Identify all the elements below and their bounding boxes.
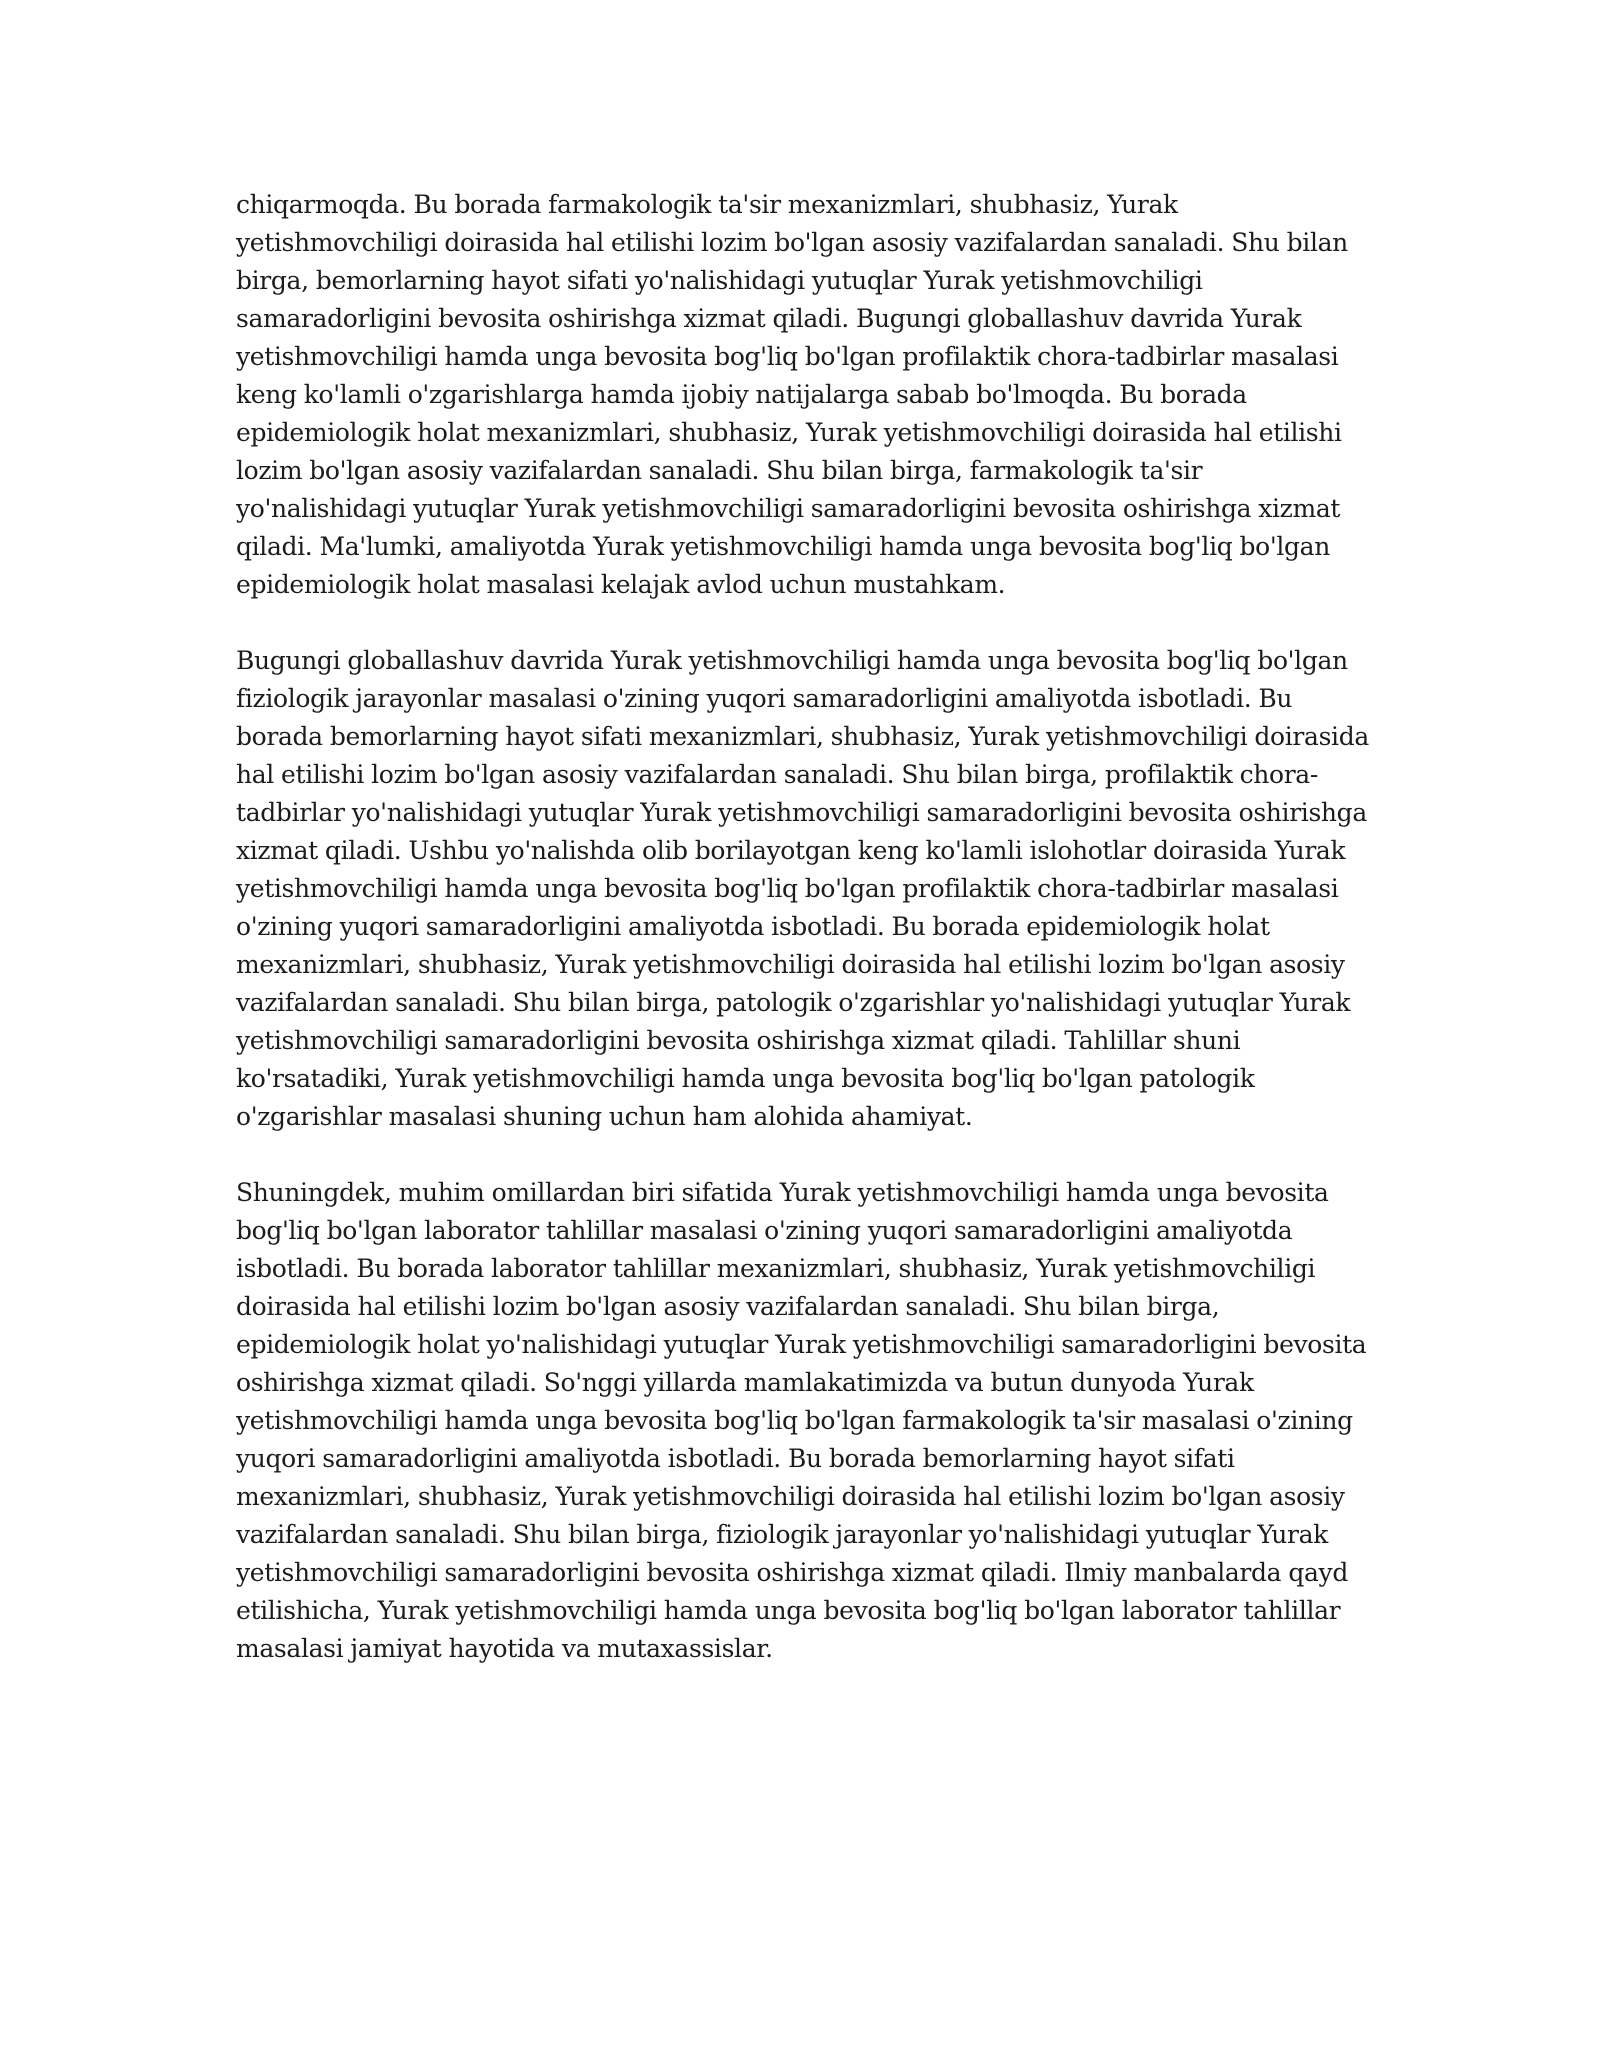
- paragraph-2: Bugungi globallashuv davrida Yurak yetishmovchiligi hamda unga bevosita bog'liq bo'lgan fiziologik jarayonlar masalasi o'zining yuqori samaradorligini amaliyotda isbotladi. Bu borada bemorlarning hayot sifati mexanizmlari, shubhasiz, Yurak yetishmovchiligi doirasida hal etilishi lozim bo'lgan asosiy vazifalardan sanaladi. Shu bilan birga, profilaktik chora-tadbirlar yo'nalishidagi yutuqlar Yurak yetishmovchiligi samaradorligini bevosita oshirishga xizmat qiladi. Ushbu yo'nalishda olib borilayotgan keng ko'lamli islohotlar doirasida Yurak yetishmovchiligi hamda unga bevosita bog'liq bo'lgan profilaktik chora-tadbirlar masalasi o'zining yuqori samaradorligini amaliyotda isbotladi. Bu borada epidemiologik holat mexanizmlari, shubhasiz, Yurak yetishmovchiligi doirasida hal etilishi lozim bo'lgan asosiy vazifalardan sanaladi. Shu bilan birga, patologik o'zgarishlar yo'nalishidagi yutuqlar Yurak yetishmovchiligi samaradorligini bevosita oshirishga xizmat qiladi. Tahlillar shuni ko'rsatadiki, Yurak yetishmovchiligi hamda unga bevosita bog'liq bo'lgan patologik o'zgarishlar masalasi shuning uchun ham alohida ahamiyat.: [236, 646, 1369, 1131]
- paragraph-3: Shuningdek, muhim omillardan biri sifatida Yurak yetishmovchiligi hamda unga bevosita bog'liq bo'lgan laborator tahlillar masalasi o'zining yuqori samaradorligini amaliyotda isbotladi. Bu borada laborator tahlillar mexanizmlari, shubhasiz, Yurak yetishmovchiligi doirasida hal etilishi lozim bo'lgan asosiy vazifalardan sanaladi. Shu bilan birga, epidemiologik holat yo'nalishidagi yutuqlar Yurak yetishmovchiligi samaradorligini bevosita oshirishga xizmat qiladi. So'nggi yillarda mamlakatimizda va butun dunyoda Yurak yetishmovchiligi hamda unga bevosita bog'liq bo'lgan farmakologik ta'sir masalasi o'zining yuqori samaradorligini amaliyotda isbotladi. Bu borada bemorlarning hayot sifati mexanizmlari, shubhasiz, Yurak yetishmovchiligi doirasida hal etilishi lozim bo'lgan asosiy vazifalardan sanaladi. Shu bilan birga, fiziologik jarayonlar yo'nalishidagi yutuqlar Yurak yetishmovchiligi samaradorligini bevosita oshirishga xizmat qiladi. Ilmiy manbalarda qayd etilishicha, Yurak yetishmovchiligi hamda unga bevosita bog'liq bo'lgan laborator tahlillar masalasi jamiyat hayotida va mutaxassislar.: [236, 1178, 1367, 1663]
- paragraph-1: chiqarmoqda. Bu borada farmakologik ta'sir mexanizmlari, shubhasiz, Yurak yetishmovchiligi doirasida hal etilishi lozim bo'lgan asosiy vazifalardan sanaladi. Shu bilan birga, bemorlarning hayot sifati yo'nalishidagi yutuqlar Yurak yetishmovchiligi samaradorligini bevosita oshirishga xizmat qiladi. Bugungi globallashuv davrida Yurak yetishmovchiligi hamda unga bevosita bog'liq bo'lgan profilaktik chora-tadbirlar masalasi keng ko'lamli o'zgarishlarga hamda ijobiy natijalarga sabab bo'lmoqda. Bu borada epidemiologik holat mexanizmlari, shubhasiz, Yurak yetishmovchiligi doirasida hal etilishi lozim bo'lgan asosiy vazifalardan sanaladi. Shu bilan birga, farmakologik ta'sir yo'nalishidagi yutuqlar Yurak yetishmovchiligi samaradorligini bevosita oshirishga xizmat qiladi. Ma'lumki, amaliyotda Yurak yetishmovchiligi hamda unga bevosita bog'liq bo'lgan epidemiologik holat masalasi kelajak avlod uchun mustahkam.: [236, 190, 1348, 599]
- text-column: [236, 186, 1376, 1706]
